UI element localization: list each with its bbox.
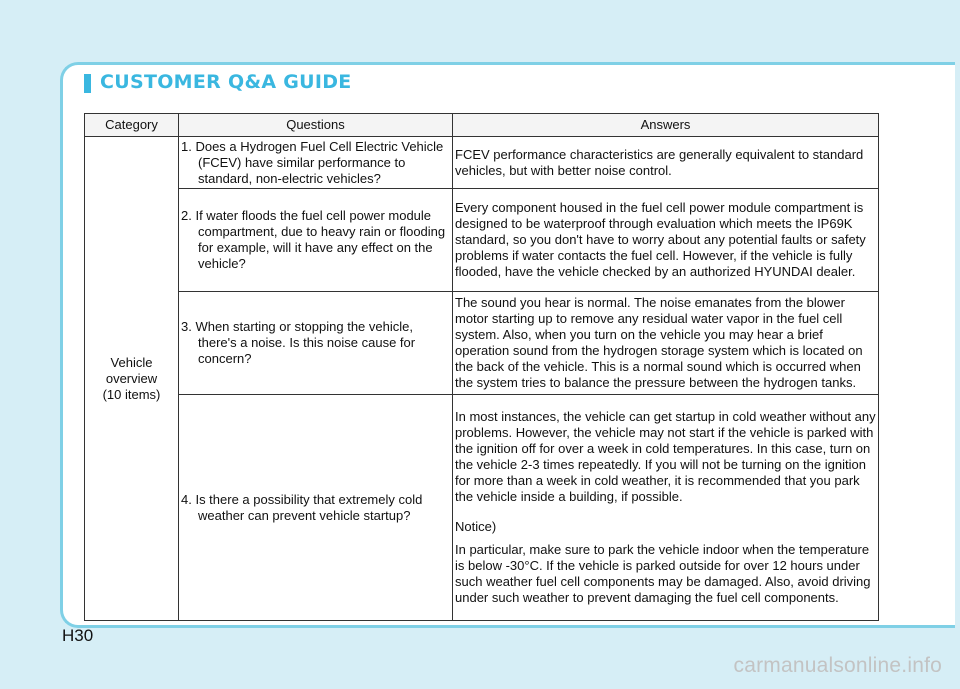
question-cell xyxy=(179,292,453,395)
answer-cell xyxy=(453,395,879,621)
question-cell xyxy=(179,137,453,189)
category-cell xyxy=(85,137,179,621)
category-line: overview xyxy=(105,370,158,386)
table-row xyxy=(85,189,879,292)
qa-table xyxy=(84,113,879,621)
answer-cell xyxy=(453,137,879,189)
category-line: (10 items) xyxy=(102,386,161,402)
question-text: 3. When starting or stopping the vehicle, there's a noise. Is this noise cause for concern? xyxy=(181,319,416,366)
column-header-questions: Questions xyxy=(179,114,453,137)
table-row xyxy=(85,395,879,621)
question-cell xyxy=(179,189,453,292)
answer-cell xyxy=(453,292,879,395)
category-line: Vehicle xyxy=(110,354,153,370)
question-text: 2. If water floods the fuel cell power module compartment, due to heavy rain or flooding for example, will it have any effect on the vehicle? xyxy=(181,208,446,271)
answer-text: Every component housed in the fuel cell power module compartment is designed to be waterproof through evaluation which meets the IP69K standard, so you don't have to worry about any potential faults or safety problems if water contacts the fuel cell. However, if the vehicle is fully flooded, have the vehicle checked by an authorized HYUNDAI dealer. xyxy=(455,200,866,279)
table-row xyxy=(85,292,879,395)
table-header-row xyxy=(85,114,879,137)
watermark: carmanualsonline.info xyxy=(733,654,942,677)
title-accent-bar xyxy=(84,74,91,93)
page-number: H30 xyxy=(62,626,94,645)
answer-cell xyxy=(453,189,879,292)
question-text: 4. Is there a possibility that extremely cold weather can prevent vehicle startup? xyxy=(181,491,423,523)
answer-text: In most instances, the vehicle can get startup in cold weather without any problems. However, the vehicle may not start if the vehicle is parked with the ignition off for over a week in cold temperatures. In this case, turn on the vehicle 2-3 times repeatedly. If you will not be turning on the ignition for more than a week in cold weather, it is recommended that you park the vehicle inside a building, if possible. xyxy=(455,409,876,504)
answer-text: The sound you hear is normal. The noise emanates from the blower motor starting up to remove any residual water vapor in the fuel cell system. Also, when you turn on the vehicle you may hear a brief operation sound from the hydrogen storage system which is located on the back of the vehicle. This is a normal sound which is occurred when the system tries to balance the pressure between the hydrogen tanks. xyxy=(455,295,863,390)
question-cell xyxy=(179,395,453,621)
column-header-category: Category xyxy=(85,114,179,137)
question-text: 1. Does a Hydrogen Fuel Cell Electric Vehicle (FCEV) have similar performance to standard, non-electric vehicles? xyxy=(181,138,444,186)
answer-text: FCEV performance characteristics are generally equivalent to standard vehicles, but with better noise control. xyxy=(455,146,864,178)
column-header-answers: Answers xyxy=(453,114,879,137)
notice-text: In particular, make sure to park the vehicle indoor when the temperature is below -30°C. If the vehicle is parked outside for over 12 hours under such weather fuel cell components may be damaged. Also, avoid driving under such weather to prevent damaging the fuel cell components. xyxy=(455,542,871,605)
table-row xyxy=(85,137,879,189)
notice-label: Notice) xyxy=(455,519,497,534)
page-title: CUSTOMER Q&A GUIDE xyxy=(100,71,352,93)
